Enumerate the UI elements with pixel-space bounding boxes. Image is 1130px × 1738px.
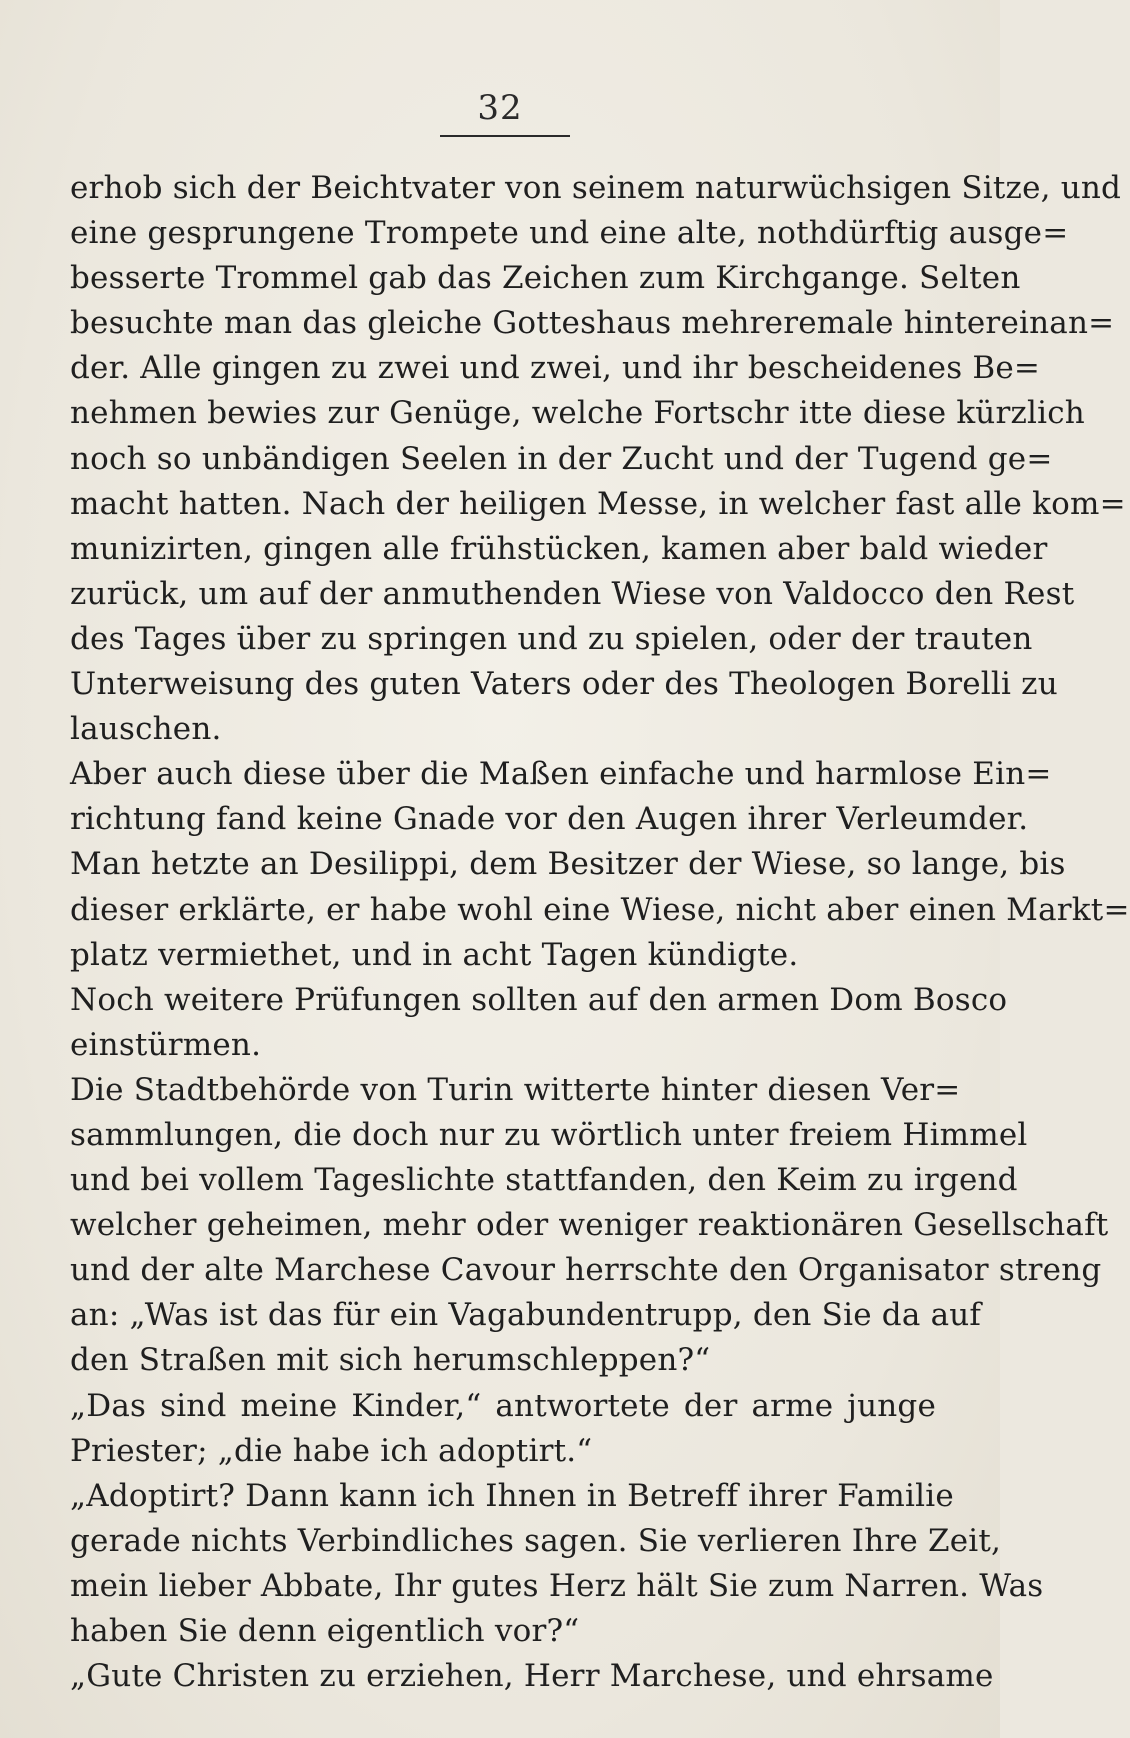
text-line: lauschen. [70,711,222,748]
text-line: und der alte Marchese Cavour herrschte den Organisator streng [70,1252,1102,1289]
text-line: Aber auch diese über die Maßen einfache und harmlose Ein= [70,756,1052,793]
text-line: „Gute Christen zu erziehen, Herr Marchese, und ehrsame [70,1658,994,1695]
text-line: Unterweisung des guten Vaters oder des Theologen Borelli zu [70,666,1058,703]
text-line: richtung fand keine Gnade vor den Augen ihrer Verleumder. [70,801,1029,838]
text-line: platz vermiethet, und in acht Tagen kündigte. [70,936,799,973]
text-line: haben Sie denn eigentlich vor?“ [70,1613,580,1649]
text-line: dieser erklärte, er habe wohl eine Wiese, nicht aber einen Markt= [70,891,1130,928]
page-number: 32 [477,88,523,128]
header-rule [440,135,570,137]
text-line: macht hatten. Nach der heiligen Messe, in welcher fast alle kom= [70,485,1126,522]
text-line: Man hetzte an Desilippi, dem Besitzer der Wiese, so lange, bis [70,846,1066,883]
text-line: „Adoptirt? Dann kann ich Ihnen in Betreff ihrer Familie [70,1477,954,1514]
text-line: welcher geheimen, mehr oder weniger reaktionären Gesellschaft [70,1207,1109,1244]
text-line: der. Alle gingen zu zwei und zwei, und ihr bescheidenes Be= [70,350,1041,387]
text-line: an: „Was ist das für ein Vagabundentrupp, den Sie da auf [70,1297,982,1334]
text-line: munizirten, gingen alle frühstücken, kamen aber bald wieder [70,530,1048,567]
text-line: besserte Trommel gab das Zeichen zum Kirchgange. Selten [70,260,1021,297]
text-line: noch so unbändigen Seelen in der Zucht und der Tugend ge= [70,440,1053,477]
text-line: und bei vollem Tageslichte stattfanden, den Keim zu irgend [70,1162,1018,1199]
text-line: nehmen bewies zur Genüge, welche Fortschr itte diese kürzlich [70,395,1085,432]
text-line: zurück, um auf der anmuthenden Wiese von Valdocco den Rest [70,575,1075,612]
text-line: sammlungen, die doch nur zu wörtlich unter freiem Himmel [70,1116,1028,1153]
text-line: den Straßen mit sich herumschleppen?“ [70,1342,711,1379]
text-line: gerade nichts Verbindliches sagen. Sie verlieren Ihre Zeit, [70,1522,1002,1559]
text-line: Die Stadtbehörde von Turin witterte hinter diesen Ver= [70,1071,961,1108]
text-line: besuchte man das gleiche Gotteshaus mehreremale hintereinan= [70,305,1115,342]
text-line: erhob sich der Beichtvater von seinem naturwüchsigen Sitze, und [70,170,1122,206]
text-line: mein lieber Abbate, Ihr gutes Herz hält Sie zum Narren. Was [70,1567,1044,1604]
text-line: einstürmen. [70,1026,262,1063]
body-text [70,166,1130,1699]
text-line: eine gesprungene Trompete und eine alte, nothdürftig ausge= [70,215,1069,252]
text-line: Noch weitere Prüfungen sollten auf den armen Dom Bosco [70,981,1008,1018]
text-line: des Tages über zu springen und zu spielen, oder der trauten [70,620,1033,657]
text-line: „Das sind meine Kinder,“ antwortete der arme junge [70,1387,936,1424]
text-line: Priester; „die habe ich adoptirt.“ [70,1432,593,1469]
